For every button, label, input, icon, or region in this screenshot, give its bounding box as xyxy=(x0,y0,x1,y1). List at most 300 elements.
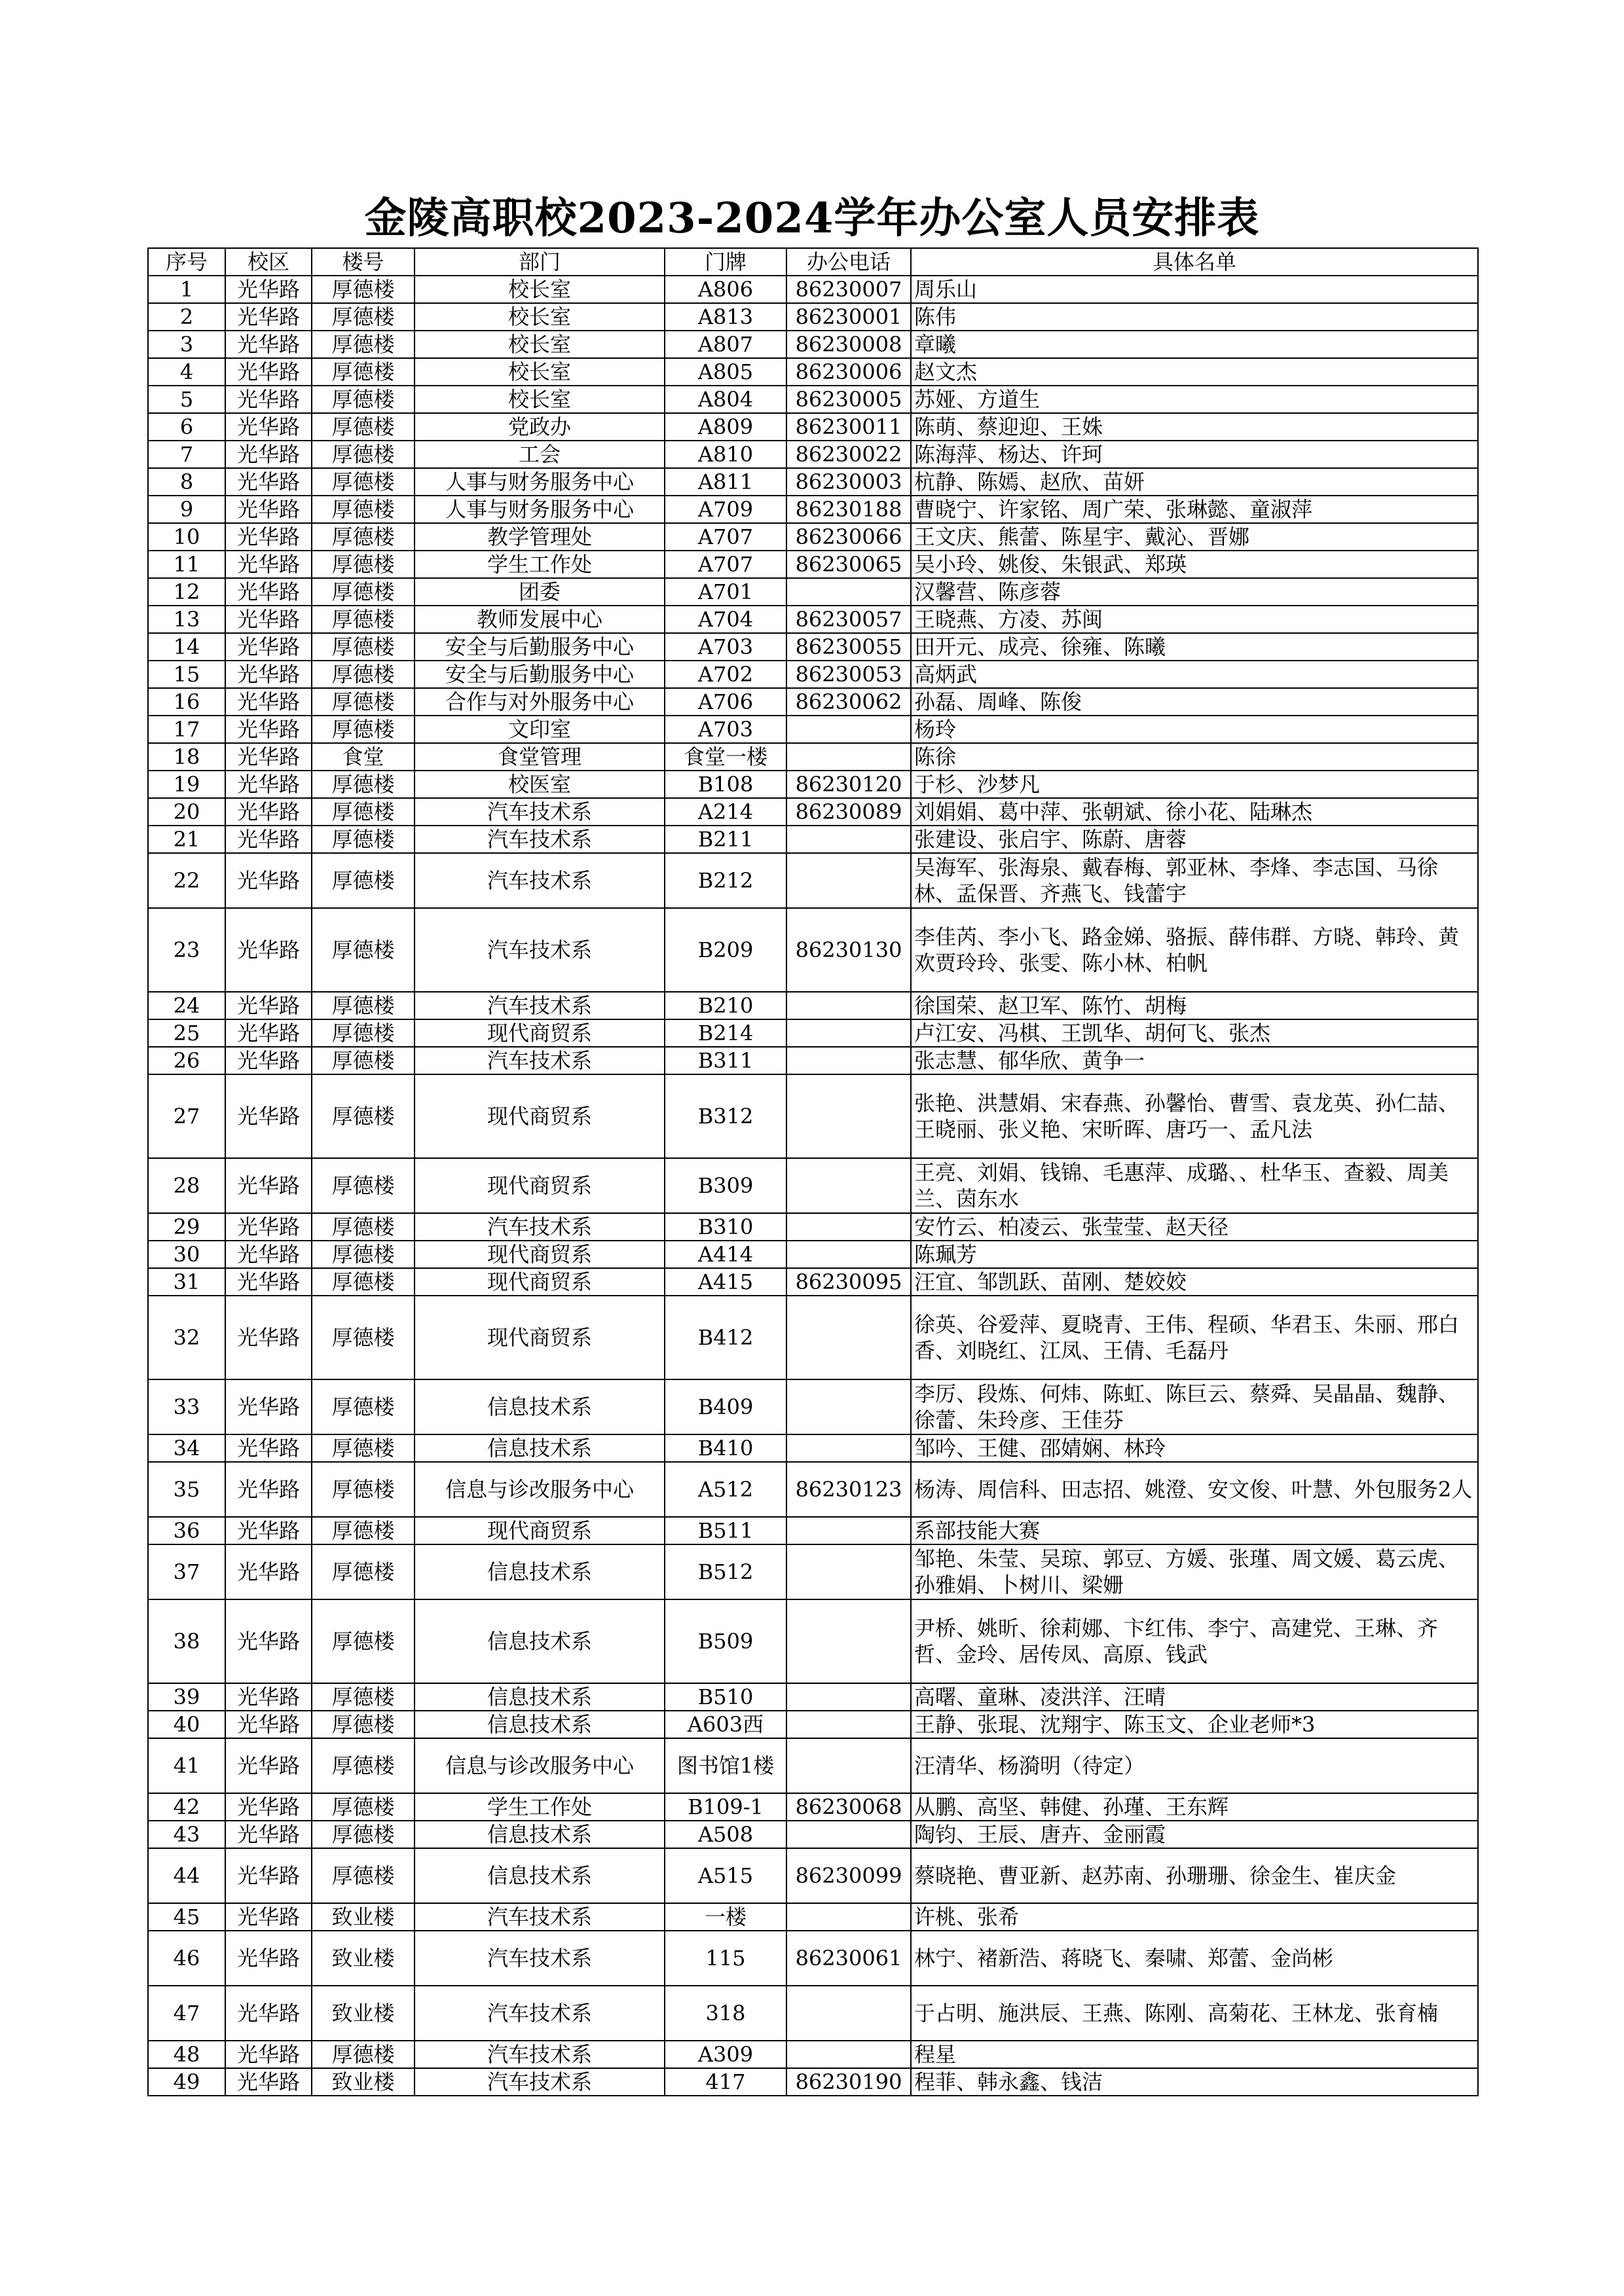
cell-room: A603西 xyxy=(665,1711,786,1738)
header-department: 部门 xyxy=(415,248,665,276)
table-row xyxy=(148,688,1478,716)
cell-campus: 光华路 xyxy=(225,1793,312,1821)
cell-names: 王静、张琨、沈翔宇、陈玉文、企业老师*3 xyxy=(911,1711,1478,1738)
cell-names: 张建设、张启宇、陈蔚、唐蓉 xyxy=(911,826,1478,853)
cell-room: B211 xyxy=(665,826,786,853)
cell-room: B210 xyxy=(665,992,786,1019)
cell-no: 46 xyxy=(148,1931,225,1986)
cell-no: 42 xyxy=(148,1793,225,1821)
cell-building: 厚德楼 xyxy=(312,1241,415,1268)
cell-names: 田开元、成亮、徐雍、陈曦 xyxy=(911,633,1478,661)
cell-campus: 光华路 xyxy=(225,1821,312,1848)
cell-room: A309 xyxy=(665,2041,786,2068)
cell-department: 文印室 xyxy=(415,716,665,743)
table-row xyxy=(148,331,1478,358)
cell-building: 厚德楼 xyxy=(312,661,415,688)
cell-names: 陈萌、蔡迎迎、王姝 xyxy=(911,413,1478,441)
cell-building: 厚德楼 xyxy=(312,496,415,523)
cell-campus: 光华路 xyxy=(225,1711,312,1738)
cell-no: 13 xyxy=(148,606,225,633)
cell-building: 致业楼 xyxy=(312,1986,415,2041)
table-row xyxy=(148,1019,1478,1047)
cell-department: 教师发展中心 xyxy=(415,606,665,633)
cell-building: 厚德楼 xyxy=(312,386,415,413)
cell-department: 汽车技术系 xyxy=(415,798,665,826)
table-row xyxy=(148,1296,1478,1379)
cell-campus: 光华路 xyxy=(225,661,312,688)
cell-room: A515 xyxy=(665,1848,786,1903)
cell-no: 27 xyxy=(148,1074,225,1158)
cell-no: 16 xyxy=(148,688,225,716)
page-title: 金陵高职校2023-2024学年办公室人员安排表 xyxy=(364,194,1260,243)
cell-department: 现代商贸系 xyxy=(415,1158,665,1213)
table-row xyxy=(148,358,1478,386)
cell-no: 2 xyxy=(148,303,225,331)
table-row xyxy=(148,1711,1478,1738)
cell-names: 陈珮芳 xyxy=(911,1241,1478,1268)
cell-no: 25 xyxy=(148,1019,225,1047)
cell-building: 厚德楼 xyxy=(312,1296,415,1379)
cell-building: 厚德楼 xyxy=(312,1683,415,1711)
cell-no: 1 xyxy=(148,276,225,303)
cell-campus: 光华路 xyxy=(225,1047,312,1074)
cell-campus: 光华路 xyxy=(225,358,312,386)
cell-department: 现代商贸系 xyxy=(415,1019,665,1047)
cell-campus: 光华路 xyxy=(225,992,312,1019)
cell-phone: 86230008 xyxy=(786,331,911,358)
table-row xyxy=(148,578,1478,606)
cell-room: 318 xyxy=(665,1986,786,2041)
cell-building: 厚德楼 xyxy=(312,578,415,606)
cell-names: 王文庆、熊蕾、陈星宇、戴沁、晋娜 xyxy=(911,523,1478,551)
cell-room: 图书馆1楼 xyxy=(665,1738,786,1793)
cell-phone xyxy=(786,1683,911,1711)
cell-phone: 86230065 xyxy=(786,551,911,578)
cell-campus: 光华路 xyxy=(225,1213,312,1241)
cell-department: 汽车技术系 xyxy=(415,2041,665,2068)
cell-department: 教学管理处 xyxy=(415,523,665,551)
cell-no: 49 xyxy=(148,2068,225,2096)
cell-phone xyxy=(786,2041,911,2068)
cell-building: 厚德楼 xyxy=(312,1821,415,1848)
table-row xyxy=(148,1986,1478,2041)
cell-phone xyxy=(786,1903,911,1931)
cell-department: 人事与财务服务中心 xyxy=(415,468,665,496)
cell-department: 学生工作处 xyxy=(415,551,665,578)
cell-room: A702 xyxy=(665,661,786,688)
cell-department: 校医室 xyxy=(415,771,665,798)
cell-names: 李佳芮、李小飞、路金娣、骆振、薛伟群、方晓、韩玲、黄欢贾玲玲、张雯、陈小林、柏帆 xyxy=(911,908,1478,992)
header-names: 具体名单 xyxy=(911,248,1478,276)
cell-campus: 光华路 xyxy=(225,1517,312,1544)
cell-names: 卢江安、冯棋、王凯华、胡何飞、张杰 xyxy=(911,1019,1478,1047)
cell-campus: 光华路 xyxy=(225,1903,312,1931)
cell-room: A804 xyxy=(665,386,786,413)
table-row xyxy=(148,2068,1478,2096)
cell-campus: 光华路 xyxy=(225,1848,312,1903)
cell-phone xyxy=(786,716,911,743)
cell-names: 章曦 xyxy=(911,331,1478,358)
cell-campus: 光华路 xyxy=(225,551,312,578)
cell-room: B209 xyxy=(665,908,786,992)
cell-room: A703 xyxy=(665,633,786,661)
cell-phone: 86230011 xyxy=(786,413,911,441)
cell-names: 邹艳、朱莹、吴琼、郭豆、方媛、张瑾、周文媛、葛云虎、孙雅娟、卜树川、梁姗 xyxy=(911,1544,1478,1599)
cell-building: 厚德楼 xyxy=(312,1738,415,1793)
cell-no: 34 xyxy=(148,1434,225,1462)
cell-names: 吴海军、张海泉、戴春梅、郭亚林、李烽、李志国、马徐林、孟保晋、齐燕飞、钱蕾宇 xyxy=(911,853,1478,908)
cell-campus: 光华路 xyxy=(225,1599,312,1683)
cell-department: 现代商贸系 xyxy=(415,1268,665,1296)
cell-department: 工会 xyxy=(415,441,665,468)
cell-campus: 光华路 xyxy=(225,1074,312,1158)
header-room: 门牌 xyxy=(665,248,786,276)
header-no: 序号 xyxy=(148,248,225,276)
cell-names: 李厉、段炼、何炜、陈虹、陈巨云、蔡舜、吴晶晶、魏静、徐蕾、朱玲彦、王佳芬 xyxy=(911,1379,1478,1434)
cell-department: 校长室 xyxy=(415,386,665,413)
cell-room: B310 xyxy=(665,1213,786,1241)
cell-phone xyxy=(786,1296,911,1379)
cell-department: 信息技术系 xyxy=(415,1544,665,1599)
cell-no: 12 xyxy=(148,578,225,606)
cell-no: 39 xyxy=(148,1683,225,1711)
cell-names: 张志慧、郁华欣、黄争一 xyxy=(911,1047,1478,1074)
cell-room: A512 xyxy=(665,1462,786,1517)
cell-building: 厚德楼 xyxy=(312,1074,415,1158)
cell-no: 26 xyxy=(148,1047,225,1074)
cell-phone xyxy=(786,1821,911,1848)
cell-names: 徐英、谷爱萍、夏晓青、王伟、程硕、华君玉、朱丽、邢白香、刘晓红、江凤、王倩、毛磊丹 xyxy=(911,1296,1478,1379)
cell-no: 44 xyxy=(148,1848,225,1903)
cell-department: 汽车技术系 xyxy=(415,908,665,992)
cell-no: 45 xyxy=(148,1903,225,1931)
cell-names: 王晓燕、方凌、苏闽 xyxy=(911,606,1478,633)
cell-no: 32 xyxy=(148,1296,225,1379)
table-row xyxy=(148,551,1478,578)
cell-names: 程菲、韩永鑫、钱洁 xyxy=(911,2068,1478,2096)
cell-department: 现代商贸系 xyxy=(415,1241,665,1268)
cell-no: 19 xyxy=(148,771,225,798)
cell-room: B509 xyxy=(665,1599,786,1683)
cell-names: 高炳武 xyxy=(911,661,1478,688)
cell-phone: 86230055 xyxy=(786,633,911,661)
cell-department: 汽车技术系 xyxy=(415,992,665,1019)
cell-phone: 86230053 xyxy=(786,661,911,688)
cell-building: 厚德楼 xyxy=(312,468,415,496)
cell-department: 现代商贸系 xyxy=(415,1296,665,1379)
cell-no: 20 xyxy=(148,798,225,826)
cell-names: 系部技能大赛 xyxy=(911,1517,1478,1544)
cell-department: 安全与后勤服务中心 xyxy=(415,633,665,661)
table-body xyxy=(148,276,1478,2096)
cell-names: 汉馨营、陈彦蓉 xyxy=(911,578,1478,606)
cell-phone: 86230003 xyxy=(786,468,911,496)
cell-building: 厚德楼 xyxy=(312,1158,415,1213)
cell-room: A508 xyxy=(665,1821,786,1848)
cell-building: 致业楼 xyxy=(312,2068,415,2096)
cell-no: 14 xyxy=(148,633,225,661)
table-row xyxy=(148,1903,1478,1931)
cell-campus: 光华路 xyxy=(225,331,312,358)
table-row xyxy=(148,1213,1478,1241)
table-row xyxy=(148,413,1478,441)
cell-campus: 光华路 xyxy=(225,1296,312,1379)
cell-building: 致业楼 xyxy=(312,1931,415,1986)
cell-room: A704 xyxy=(665,606,786,633)
cell-building: 厚德楼 xyxy=(312,1268,415,1296)
cell-room: B214 xyxy=(665,1019,786,1047)
cell-department: 合作与对外服务中心 xyxy=(415,688,665,716)
cell-department: 校长室 xyxy=(415,276,665,303)
cell-no: 38 xyxy=(148,1599,225,1683)
cell-department: 信息技术系 xyxy=(415,1711,665,1738)
cell-campus: 光华路 xyxy=(225,1434,312,1462)
table-row xyxy=(148,1462,1478,1517)
cell-building: 厚德楼 xyxy=(312,908,415,992)
cell-names: 程星 xyxy=(911,2041,1478,2068)
table-row xyxy=(148,743,1478,771)
cell-campus: 光华路 xyxy=(225,441,312,468)
cell-names: 于占明、施洪辰、王燕、陈刚、高菊花、王林龙、张育楠 xyxy=(911,1986,1478,2041)
cell-building: 厚德楼 xyxy=(312,523,415,551)
table-row xyxy=(148,1241,1478,1268)
cell-department: 安全与后勤服务中心 xyxy=(415,661,665,688)
table-row xyxy=(148,992,1478,1019)
cell-department: 学生工作处 xyxy=(415,1793,665,1821)
cell-names: 刘娟娟、葛中萍、张朝斌、徐小花、陆琳杰 xyxy=(911,798,1478,826)
cell-department: 校长室 xyxy=(415,358,665,386)
table-row xyxy=(148,606,1478,633)
cell-building: 厚德楼 xyxy=(312,826,415,853)
cell-department: 信息技术系 xyxy=(415,1848,665,1903)
cell-department: 食堂管理 xyxy=(415,743,665,771)
cell-names: 陈伟 xyxy=(911,303,1478,331)
cell-no: 40 xyxy=(148,1711,225,1738)
cell-room: A707 xyxy=(665,523,786,551)
cell-room: A806 xyxy=(665,276,786,303)
table-row xyxy=(148,1821,1478,1848)
cell-campus: 光华路 xyxy=(225,2068,312,2096)
cell-building: 厚德楼 xyxy=(312,1047,415,1074)
cell-campus: 光华路 xyxy=(225,1738,312,1793)
cell-phone: 86230006 xyxy=(786,358,911,386)
cell-campus: 光华路 xyxy=(225,853,312,908)
cell-department: 汽车技术系 xyxy=(415,853,665,908)
cell-building: 厚德楼 xyxy=(312,798,415,826)
cell-campus: 光华路 xyxy=(225,1241,312,1268)
cell-department: 信息技术系 xyxy=(415,1434,665,1462)
cell-room: A414 xyxy=(665,1241,786,1268)
cell-names: 汪清华、杨漪明（待定） xyxy=(911,1738,1478,1793)
cell-phone: 86230123 xyxy=(786,1462,911,1517)
cell-phone xyxy=(786,1074,911,1158)
cell-building: 厚德楼 xyxy=(312,1544,415,1599)
cell-phone: 86230062 xyxy=(786,688,911,716)
cell-room: A809 xyxy=(665,413,786,441)
cell-campus: 光华路 xyxy=(225,688,312,716)
cell-no: 15 xyxy=(148,661,225,688)
cell-no: 6 xyxy=(148,413,225,441)
cell-names: 杭静、陈嫣、赵欣、苗妍 xyxy=(911,468,1478,496)
cell-no: 17 xyxy=(148,716,225,743)
cell-campus: 光华路 xyxy=(225,1683,312,1711)
cell-names: 王亮、刘娟、钱锦、毛惠萍、成璐、、杜华玉、查毅、周美兰、茵东水 xyxy=(911,1158,1478,1213)
cell-building: 厚德楼 xyxy=(312,1711,415,1738)
cell-names: 苏娅、方道生 xyxy=(911,386,1478,413)
cell-room: A415 xyxy=(665,1268,786,1296)
cell-building: 厚德楼 xyxy=(312,1434,415,1462)
cell-building: 厚德楼 xyxy=(312,331,415,358)
cell-department: 信息技术系 xyxy=(415,1683,665,1711)
table-header-row xyxy=(148,248,1478,276)
cell-phone xyxy=(786,1544,911,1599)
cell-phone: 86230057 xyxy=(786,606,911,633)
cell-department: 汽车技术系 xyxy=(415,826,665,853)
cell-building: 厚德楼 xyxy=(312,1379,415,1434)
cell-phone: 86230022 xyxy=(786,441,911,468)
cell-phone xyxy=(786,1019,911,1047)
table-row xyxy=(148,1544,1478,1599)
cell-phone xyxy=(786,992,911,1019)
cell-no: 10 xyxy=(148,523,225,551)
cell-names: 曹晓宁、许家铭、周广荣、张琳懿、童淑萍 xyxy=(911,496,1478,523)
cell-names: 林宁、褚新浩、蒋晓飞、秦啸、郑蕾、金尚彬 xyxy=(911,1931,1478,1986)
cell-department: 现代商贸系 xyxy=(415,1074,665,1158)
cell-room: 115 xyxy=(665,1931,786,1986)
cell-department: 校长室 xyxy=(415,331,665,358)
cell-building: 厚德楼 xyxy=(312,688,415,716)
cell-campus: 光华路 xyxy=(225,1544,312,1599)
cell-building: 致业楼 xyxy=(312,1903,415,1931)
cell-campus: 光华路 xyxy=(225,1379,312,1434)
cell-no: 41 xyxy=(148,1738,225,1793)
cell-phone xyxy=(786,1711,911,1738)
cell-room: B409 xyxy=(665,1379,786,1434)
cell-department: 汽车技术系 xyxy=(415,2068,665,2096)
cell-no: 4 xyxy=(148,358,225,386)
cell-room: B311 xyxy=(665,1047,786,1074)
cell-phone: 86230001 xyxy=(786,303,911,331)
cell-room: B109-1 xyxy=(665,1793,786,1821)
cell-campus: 光华路 xyxy=(225,743,312,771)
table-row xyxy=(148,1848,1478,1903)
cell-room: 一楼 xyxy=(665,1903,786,1931)
cell-no: 18 xyxy=(148,743,225,771)
cell-building: 厚德楼 xyxy=(312,853,415,908)
cell-campus: 光华路 xyxy=(225,2041,312,2068)
cell-room: A707 xyxy=(665,551,786,578)
cell-room: B312 xyxy=(665,1074,786,1158)
cell-room: 417 xyxy=(665,2068,786,2096)
cell-campus: 光华路 xyxy=(225,1158,312,1213)
cell-names: 陈海萍、杨达、许珂 xyxy=(911,441,1478,468)
cell-department: 信息技术系 xyxy=(415,1379,665,1434)
cell-building: 厚德楼 xyxy=(312,606,415,633)
table-row xyxy=(148,303,1478,331)
cell-campus: 光华路 xyxy=(225,303,312,331)
table-row xyxy=(148,496,1478,523)
cell-building: 厚德楼 xyxy=(312,1599,415,1683)
cell-names: 徐国荣、赵卫军、陈竹、胡梅 xyxy=(911,992,1478,1019)
table-row xyxy=(148,1599,1478,1683)
cell-campus: 光华路 xyxy=(225,1019,312,1047)
cell-building: 厚德楼 xyxy=(312,771,415,798)
cell-campus: 光华路 xyxy=(225,798,312,826)
cell-phone: 86230089 xyxy=(786,798,911,826)
header-campus: 校区 xyxy=(225,248,312,276)
cell-room: A214 xyxy=(665,798,786,826)
cell-names: 陶钧、王辰、唐卉、金丽霞 xyxy=(911,1821,1478,1848)
table-row xyxy=(148,276,1478,303)
cell-phone: 86230188 xyxy=(786,496,911,523)
cell-no: 24 xyxy=(148,992,225,1019)
cell-no: 23 xyxy=(148,908,225,992)
cell-no: 47 xyxy=(148,1986,225,2041)
cell-campus: 光华路 xyxy=(225,1462,312,1517)
staff-roster-table xyxy=(147,247,1479,2096)
cell-building: 厚德楼 xyxy=(312,413,415,441)
table-row xyxy=(148,1379,1478,1434)
cell-phone xyxy=(786,1213,911,1241)
table-row xyxy=(148,1047,1478,1074)
cell-names: 汪宜、邹凯跃、苗刚、楚姣姣 xyxy=(911,1268,1478,1296)
cell-department: 人事与财务服务中心 xyxy=(415,496,665,523)
cell-department: 校长室 xyxy=(415,303,665,331)
cell-phone xyxy=(786,1379,911,1434)
cell-building: 厚德楼 xyxy=(312,1462,415,1517)
cell-campus: 光华路 xyxy=(225,386,312,413)
cell-building: 厚德楼 xyxy=(312,1213,415,1241)
cell-room: B412 xyxy=(665,1296,786,1379)
cell-department: 汽车技术系 xyxy=(415,1931,665,1986)
cell-building: 厚德楼 xyxy=(312,358,415,386)
cell-campus: 光华路 xyxy=(225,276,312,303)
cell-phone xyxy=(786,1241,911,1268)
cell-names: 吴小玲、姚俊、朱银武、郑瑛 xyxy=(911,551,1478,578)
cell-department: 汽车技术系 xyxy=(415,1986,665,2041)
cell-names: 杨玲 xyxy=(911,716,1478,743)
cell-room: B309 xyxy=(665,1158,786,1213)
table-row xyxy=(148,468,1478,496)
cell-building: 厚德楼 xyxy=(312,716,415,743)
cell-no: 7 xyxy=(148,441,225,468)
cell-names: 许桃、张希 xyxy=(911,1903,1478,1931)
table-row xyxy=(148,908,1478,992)
cell-names: 赵文杰 xyxy=(911,358,1478,386)
cell-phone xyxy=(786,1986,911,2041)
cell-building: 厚德楼 xyxy=(312,992,415,1019)
cell-department: 信息与诊改服务中心 xyxy=(415,1738,665,1793)
cell-no: 30 xyxy=(148,1241,225,1268)
cell-building: 厚德楼 xyxy=(312,551,415,578)
cell-no: 28 xyxy=(148,1158,225,1213)
cell-no: 21 xyxy=(148,826,225,853)
cell-campus: 光华路 xyxy=(225,908,312,992)
cell-names: 邹吟、王健、邵婧娴、林玲 xyxy=(911,1434,1478,1462)
cell-campus: 光华路 xyxy=(225,468,312,496)
table-row xyxy=(148,798,1478,826)
cell-campus: 光华路 xyxy=(225,633,312,661)
cell-phone: 86230130 xyxy=(786,908,911,992)
cell-campus: 光华路 xyxy=(225,1931,312,1986)
cell-department: 现代商贸系 xyxy=(415,1517,665,1544)
table-row xyxy=(148,441,1478,468)
cell-room: B410 xyxy=(665,1434,786,1462)
cell-department: 汽车技术系 xyxy=(415,1213,665,1241)
cell-phone xyxy=(786,1517,911,1544)
table-row xyxy=(148,661,1478,688)
cell-room: B512 xyxy=(665,1544,786,1599)
